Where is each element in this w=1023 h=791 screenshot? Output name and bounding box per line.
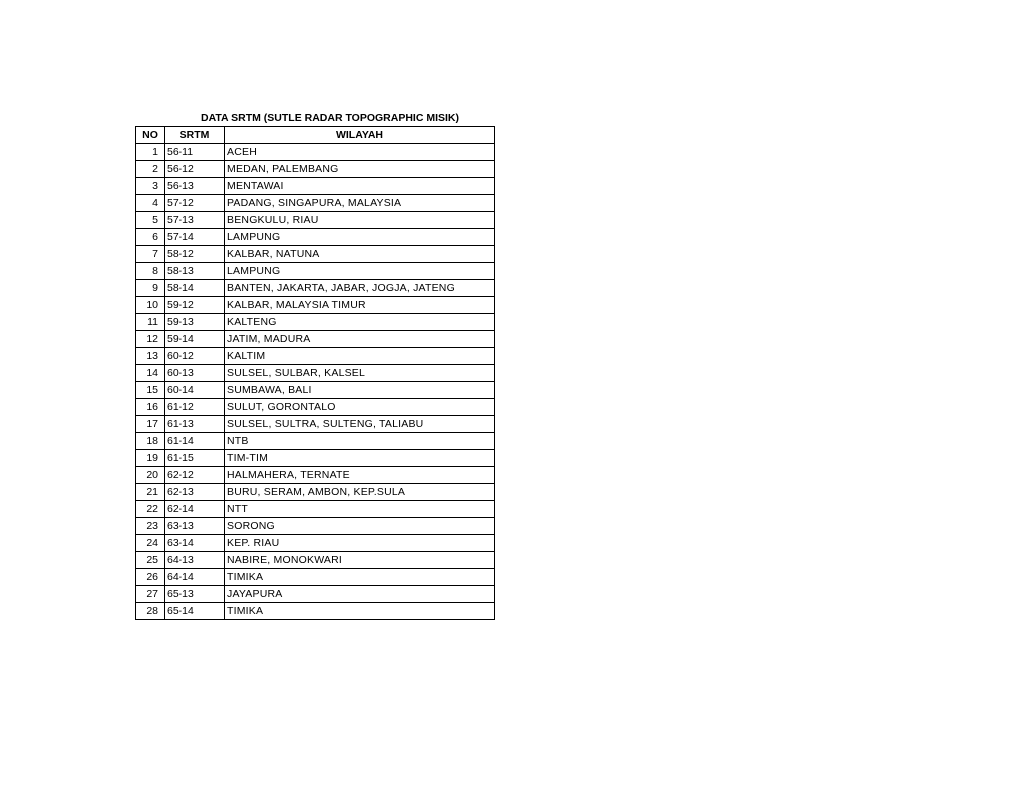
table-row: [136, 433, 495, 450]
table-row: [136, 416, 495, 433]
cell-no: 14: [136, 365, 165, 382]
cell-no: 26: [136, 569, 165, 586]
cell-srtm: 64-13: [165, 552, 225, 569]
cell-wilayah: BURU, SERAM, AMBON, KEP.SULA: [225, 484, 495, 501]
table-row: [136, 569, 495, 586]
cell-wilayah: KALBAR, MALAYSIA TIMUR: [225, 297, 495, 314]
table-row: [136, 382, 495, 399]
cell-wilayah: JATIM, MADURA: [225, 331, 495, 348]
cell-wilayah: MEDAN, PALEMBANG: [225, 161, 495, 178]
cell-wilayah: SUMBAWA, BALI: [225, 382, 495, 399]
cell-srtm: 56-11: [165, 144, 225, 161]
cell-no: 16: [136, 399, 165, 416]
table-row: [136, 144, 495, 161]
table-row: [136, 586, 495, 603]
table-row: [136, 212, 495, 229]
cell-wilayah: NABIRE, MONOKWARI: [225, 552, 495, 569]
cell-no: 9: [136, 280, 165, 297]
cell-no: 27: [136, 586, 165, 603]
cell-wilayah: KEP. RIAU: [225, 535, 495, 552]
cell-srtm: 58-12: [165, 246, 225, 263]
cell-no: 22: [136, 501, 165, 518]
table-header-row: [136, 127, 495, 144]
cell-srtm: 62-12: [165, 467, 225, 484]
cell-srtm: 56-12: [165, 161, 225, 178]
cell-wilayah: SULSEL, SULTRA, SULTENG, TALIABU: [225, 416, 495, 433]
cell-wilayah: TIMIKA: [225, 569, 495, 586]
cell-srtm: 58-13: [165, 263, 225, 280]
cell-no: 1: [136, 144, 165, 161]
cell-wilayah: NTB: [225, 433, 495, 450]
header-no: NO: [136, 127, 165, 144]
cell-srtm: 60-13: [165, 365, 225, 382]
cell-srtm: 61-12: [165, 399, 225, 416]
cell-wilayah: JAYAPURA: [225, 586, 495, 603]
header-srtm: SRTM: [165, 127, 225, 144]
cell-srtm: 56-13: [165, 178, 225, 195]
table-row: [136, 297, 495, 314]
srtm-sheet: [135, 110, 495, 620]
table-row: [136, 399, 495, 416]
cell-srtm: 59-12: [165, 297, 225, 314]
table-row: [136, 450, 495, 467]
cell-srtm: 61-13: [165, 416, 225, 433]
cell-wilayah: KALTENG: [225, 314, 495, 331]
cell-no: 24: [136, 535, 165, 552]
table-row: [136, 246, 495, 263]
cell-wilayah: MENTAWAI: [225, 178, 495, 195]
cell-wilayah: TIMIKA: [225, 603, 495, 620]
cell-srtm: 57-14: [165, 229, 225, 246]
cell-no: 5: [136, 212, 165, 229]
cell-no: 2: [136, 161, 165, 178]
table-row: [136, 314, 495, 331]
cell-srtm: 59-13: [165, 314, 225, 331]
cell-no: 13: [136, 348, 165, 365]
cell-no: 3: [136, 178, 165, 195]
cell-no: 7: [136, 246, 165, 263]
cell-srtm: 60-12: [165, 348, 225, 365]
table-row: [136, 195, 495, 212]
cell-wilayah: KALTIM: [225, 348, 495, 365]
cell-wilayah: SULUT, GORONTALO: [225, 399, 495, 416]
cell-no: 15: [136, 382, 165, 399]
cell-wilayah: SORONG: [225, 518, 495, 535]
cell-wilayah: HALMAHERA, TERNATE: [225, 467, 495, 484]
cell-no: 21: [136, 484, 165, 501]
cell-wilayah: KALBAR, NATUNA: [225, 246, 495, 263]
header-wilayah: WILAYAH: [225, 127, 495, 144]
srtm-table: [135, 126, 495, 620]
cell-srtm: 65-13: [165, 586, 225, 603]
table-row: [136, 280, 495, 297]
table-row: [136, 365, 495, 382]
cell-srtm: 65-14: [165, 603, 225, 620]
document-title: DATA SRTM (SUTLE RADAR TOPOGRAPHIC MISIK): [200, 112, 460, 124]
cell-srtm: 59-14: [165, 331, 225, 348]
cell-srtm: 60-14: [165, 382, 225, 399]
table-row: [136, 603, 495, 620]
cell-no: 11: [136, 314, 165, 331]
cell-wilayah: BANTEN, JAKARTA, JABAR, JOGJA, JATENG: [225, 280, 495, 297]
cell-no: 17: [136, 416, 165, 433]
cell-wilayah: SULSEL, SULBAR, KALSEL: [225, 365, 495, 382]
table-row: [136, 229, 495, 246]
table-row: [136, 501, 495, 518]
cell-srtm: 61-15: [165, 450, 225, 467]
cell-no: 10: [136, 297, 165, 314]
table-row: [136, 178, 495, 195]
cell-no: 18: [136, 433, 165, 450]
cell-no: 6: [136, 229, 165, 246]
cell-no: 4: [136, 195, 165, 212]
table-body: [136, 144, 495, 620]
table-row: [136, 331, 495, 348]
table-row: [136, 535, 495, 552]
cell-wilayah: PADANG, SINGAPURA, MALAYSIA: [225, 195, 495, 212]
cell-srtm: 57-13: [165, 212, 225, 229]
cell-srtm: 58-14: [165, 280, 225, 297]
cell-wilayah: ACEH: [225, 144, 495, 161]
cell-srtm: 62-14: [165, 501, 225, 518]
table-row: [136, 552, 495, 569]
table-row: [136, 467, 495, 484]
cell-srtm: 63-14: [165, 535, 225, 552]
cell-wilayah: BENGKULU, RIAU: [225, 212, 495, 229]
cell-wilayah: LAMPUNG: [225, 263, 495, 280]
cell-srtm: 57-12: [165, 195, 225, 212]
table-row: [136, 263, 495, 280]
cell-wilayah: TIM-TIM: [225, 450, 495, 467]
table-row: [136, 348, 495, 365]
table-row: [136, 161, 495, 178]
cell-no: 28: [136, 603, 165, 620]
cell-wilayah: NTT: [225, 501, 495, 518]
cell-srtm: 64-14: [165, 569, 225, 586]
cell-no: 25: [136, 552, 165, 569]
cell-no: 19: [136, 450, 165, 467]
cell-wilayah: LAMPUNG: [225, 229, 495, 246]
cell-srtm: 62-13: [165, 484, 225, 501]
cell-no: 8: [136, 263, 165, 280]
cell-srtm: 63-13: [165, 518, 225, 535]
cell-no: 23: [136, 518, 165, 535]
cell-srtm: 61-14: [165, 433, 225, 450]
cell-no: 12: [136, 331, 165, 348]
cell-no: 20: [136, 467, 165, 484]
table-row: [136, 518, 495, 535]
table-row: [136, 484, 495, 501]
